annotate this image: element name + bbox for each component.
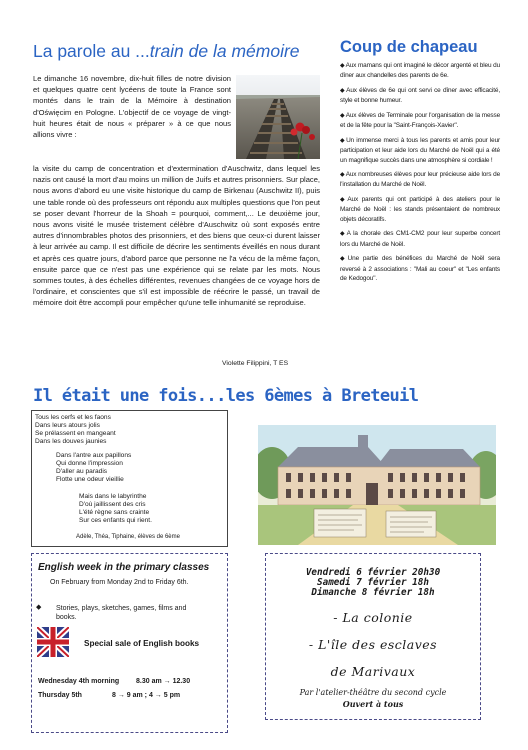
- play-title-2: - L'île des esclaves: [308, 637, 438, 652]
- article-intro-paragraph: Le dimanche 16 novembre, dix-huit filles de notre division et quelques quatre cent lycéens de toute la France sont montés dans le train de la Mémoire à destination d'Oświęcim en Pologne. L'objectif de ce voyage de vingt-huit heures était de nous « préparer » à ce que nous allions vivre :: [33, 74, 231, 140]
- breteuil-title: Il était une fois...les 6èmes à Breteuil: [33, 386, 419, 406]
- special-sale-label: Special sale of English books: [84, 639, 200, 648]
- diamond-bullet-icon: ◆: [340, 256, 347, 263]
- list-item: ◆A la chorale des CM1-CM2 pour leur superbe concert lors du Marché de Noël.: [340, 230, 500, 248]
- english-week-dates: On February from Monday 2nd to Friday 6th.: [50, 579, 189, 586]
- list-item: ◆Aux élèves de Terminale pour l'organisation de la messe et de la fête pour la "Saint-François-Xavier".: [340, 111, 500, 130]
- english-activities-line1: Stories, plays, sketches, games, films and: [56, 605, 187, 612]
- theatre-box: [265, 553, 481, 720]
- theatre-credit: Par l'atelier-théâtre du second cycle: [299, 688, 447, 697]
- coup-de-chapeau-list: [340, 61, 500, 288]
- english-week-box: [31, 553, 228, 733]
- diamond-bullet-icon: ◆: [340, 63, 345, 69]
- play-title-1: - La colonie: [333, 610, 413, 625]
- list-item: ◆Une partie des bénéfices du Marché de Noël sera reversé à 2 associations : "Mali au coeur" et "Les enfants de Kedogou".: [340, 255, 500, 282]
- english-activities-line2: books.: [56, 614, 77, 621]
- poem-box: [31, 410, 228, 547]
- diamond-bullet-icon: ◆: [340, 196, 347, 203]
- union-jack-flag-icon: [37, 627, 69, 657]
- list-item: ◆Aux parents qui ont participé à des ateliers pour le Marché de Noël : les stands présentaient de nombreux objets décoratifs.: [340, 195, 500, 223]
- title-prefix: La parole au ...: [33, 41, 150, 61]
- thursday-time: 8 → 9 am ; 4 → 5 pm: [112, 692, 181, 699]
- poem-stanza-2: Dans l'antre aux papillons Qui donne l'impression D'aller au paradis Flotte une odeur vieillie: [56, 452, 132, 483]
- list-item: ◆Aux mamans qui ont imaginé le décor argenté et bleu du dîner aux chandelles des parents de 6e.: [340, 62, 500, 80]
- list-item: ◆Aux nombreuses élèves pour leur précieuse aide lors de l'installation du Marché de Noël.: [340, 171, 500, 189]
- english-week-title: English week in the primary classes: [38, 562, 210, 573]
- poem-stanza-3: Mais dans le labyrinthe D'où jaillissent des cris L'été règne sans crainte Sur ces enfants qui rient.: [79, 493, 152, 524]
- list-item: ◆Aux élèves de 6e qui ont servi ce dîner avec efficacité, style et bonne humeur.: [340, 86, 500, 105]
- poem-stanza-1: Tous les cerfs et les faons Dans leurs atours jolis Se prélassent en mangeant Dans les douves jaunies: [35, 414, 116, 445]
- poem-credit: Adèle, Théa, Tiphaine, élèves de 6ème: [76, 534, 180, 540]
- article-body-paragraph: la visite du camp de concentration et d'extermination d'Auschwitz, dans lequel les nazis ont causé la mort d'au moins un million de Juifs et autres prisonniers. Sur place, nous avons d'abord eu une visite historique du camp de Birkenau (Auschwitz II), puis une table ronde où des professeurs ont répondu aux multiples questions que l'on peut se poser devant l'horreur de la Shoah = pourquoi, comment,... Le deuxième jour, nous avons visité le musée tristement célèbre d'Auschwitz où sont exposés entre autres d'innombrables photos des prisonniers, et des biens que ceux-ci durent laisser à leur arrivée au camp. Il est difficile de décrire les sentiments éveillés en nous durant et après ces quatre jours, d'abord parce que personne ne l'a vécu de la même façon, ensuite parce que ce n'est pas une expérience qui se relate par les mots. Nous sommes toutes, à des échelles différentes, revenues changées de ce voyage hors de l'ordinaire, et conscientes que s'il est impossible de réécrire le passé, un travail de mémoire doit être accompli pour empêcher qu'une telle inhumanité se reproduise.: [33, 164, 320, 308]
- play-author: de Marivaux: [330, 664, 416, 679]
- chateau-breteuil-painting: [258, 425, 496, 545]
- wednesday-time: 8.30 am → 12.30: [136, 678, 191, 685]
- title-italic: train de la mémoire: [149, 41, 300, 61]
- article-author: Violette Filippini, T ES: [222, 360, 289, 367]
- diamond-bullet-icon: ◆: [340, 172, 345, 179]
- diamond-bullet-icon: ◆: [340, 231, 346, 238]
- coup-de-chapeau-title: Coup de chapeau: [340, 38, 478, 56]
- theatre-open-to-all: Ouvert à tous: [342, 699, 404, 709]
- wednesday-label: Wednesday 4th morning: [38, 678, 120, 685]
- railway-roses-photo: [236, 75, 320, 159]
- article-train-memoire-title: [33, 41, 300, 62]
- thursday-label: Thursday 5th: [38, 692, 82, 699]
- diamond-bullet-icon: ◆: [340, 137, 346, 144]
- diamond-bullet-icon: ◆: [340, 87, 346, 94]
- performance-date-3: Dimanche 8 février 18h: [311, 587, 435, 598]
- performance-date-1: Vendredi 6 février 20h30: [305, 567, 441, 578]
- diamond-bullet-icon: ◆: [340, 112, 345, 119]
- diamond-bullet-icon: ◆: [36, 604, 42, 611]
- performance-date-2: Samedi 7 février 18h: [317, 577, 429, 588]
- list-item: ◆Un immense merci à tous les parents et amis pour leur participation et leur aide lors du Marché de Noël qui a été un magnifique succès dans une atmosphère si cordiale !: [340, 136, 501, 164]
